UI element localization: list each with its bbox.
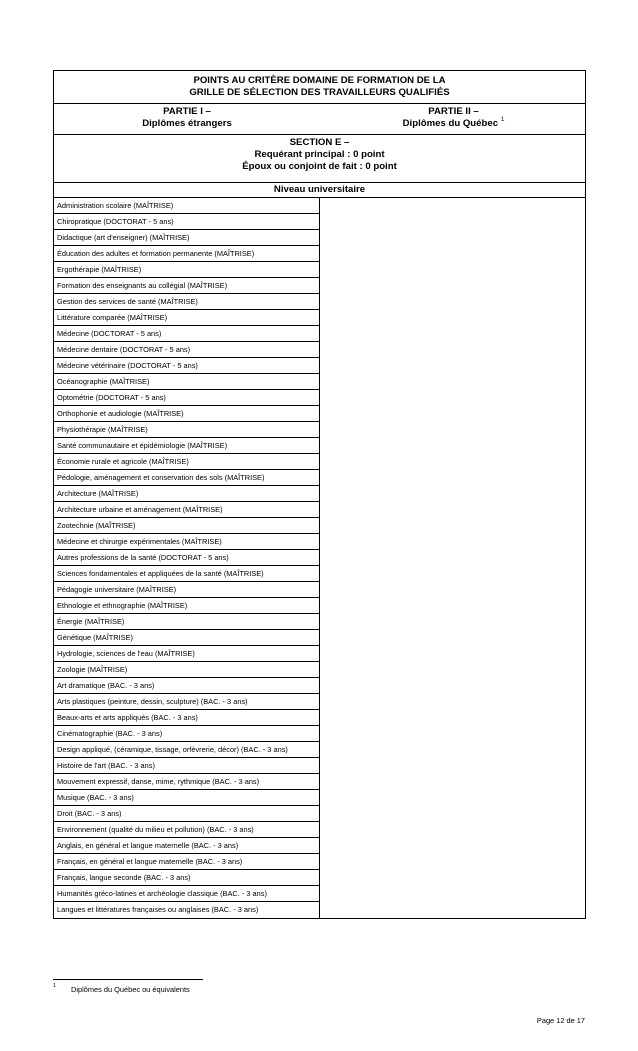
criteria-table [53, 70, 586, 919]
diploma-item: Sciences fondamentales et appliquées de la santé (MAÎTRISE) [54, 566, 319, 582]
diploma-item: Droit (BAC. - 3 ans) [54, 806, 319, 822]
diploma-item: Littérature comparée (MAÎTRISE) [54, 310, 319, 326]
diploma-item: Art dramatique (BAC. - 3 ans) [54, 678, 319, 694]
diploma-item: Médecine (DOCTORAT - 5 ans) [54, 326, 319, 342]
footnote-divider [53, 979, 203, 980]
diploma-item: Chiropratique (DOCTORAT - 5 ans) [54, 214, 319, 230]
level-label: Niveau universitaire [273, 184, 366, 195]
diploma-item: Santé communautaire et épidémiologie (MAÎTRISE) [54, 438, 319, 454]
section-header [54, 135, 586, 183]
foreign-diplomas-column [54, 198, 320, 919]
diploma-item: Éducation des adultes et formation permanente (MAÎTRISE) [54, 246, 319, 262]
partie-2-label: PARTIE II – [428, 106, 479, 117]
section-title: SECTION E – [289, 137, 350, 148]
diploma-item: Histoire de l'art (BAC. - 3 ans) [54, 758, 319, 774]
partie-2 [320, 106, 587, 131]
diploma-item: Médecine dentaire (DOCTORAT - 5 ans) [54, 342, 319, 358]
diploma-item: Hydrologie, sciences de l'eau (MAÎTRISE) [54, 646, 319, 662]
diploma-item: Environnement (qualité du milieu et pollution) (BAC. - 3 ans) [54, 822, 319, 838]
page-number: Page 12 de 17 [536, 1016, 585, 1025]
diploma-item: Architecture urbaine et aménagement (MAÎTRISE) [54, 502, 319, 518]
diploma-item: Français, en général et langue maternelle (BAC. - 3 ans) [54, 854, 319, 870]
diploma-item: Pédagogie universitaire (MAÎTRISE) [54, 582, 319, 598]
diploma-item: Beaux-arts et arts appliqués (BAC. - 3 ans) [54, 710, 319, 726]
diploma-item: Économie rurale et agricole (MAÎTRISE) [54, 454, 319, 470]
footnote-mark: 1 [53, 983, 57, 989]
footnote-reference: 1 [501, 117, 505, 123]
diploma-item: Humanités gréco-latines et archéologie classique (BAC. - 3 ans) [54, 886, 319, 902]
partie-1-subtitle: Diplômes étrangers [142, 118, 232, 129]
diploma-item: Optométrie (DOCTORAT - 5 ans) [54, 390, 319, 406]
partie-header [54, 104, 586, 135]
diploma-item: Physiothérapie (MAÎTRISE) [54, 422, 319, 438]
diploma-item: Formation des enseignants au collégial (MAÎTRISE) [54, 278, 319, 294]
partie-1-label: PARTIE I – [163, 106, 211, 117]
partie-1 [54, 106, 320, 130]
title-line-1: POINTS AU CRITÈRE DOMAINE DE FORMATION DE LA [193, 75, 446, 86]
diploma-item: Administration scolaire (MAÎTRISE) [54, 198, 319, 214]
diploma-item: Mouvement expressif, danse, mime, rythmique (BAC. - 3 ans) [54, 774, 319, 790]
diploma-item: Didactique (art d'enseigner) (MAÎTRISE) [54, 230, 319, 246]
diploma-item: Océanographie (MAÎTRISE) [54, 374, 319, 390]
diploma-item: Anglais, en général et langue maternelle (BAC. - 3 ans) [54, 838, 319, 854]
diploma-item: Zootechnie (MAÎTRISE) [54, 518, 319, 534]
diploma-item: Design appliqué, (céramique, tissage, orfèvrerie, décor) (BAC. - 3 ans) [54, 742, 319, 758]
diploma-item: Médecine et chirurgie expérimentales (MAÎTRISE) [54, 534, 319, 550]
table-title [54, 71, 586, 104]
diploma-item: Zoologie (MAÎTRISE) [54, 662, 319, 678]
diploma-item: Cinématographie (BAC. - 3 ans) [54, 726, 319, 742]
title-line-2: GRILLE DE SÉLECTION DES TRAVAILLEURS QUALIFIÉS [189, 87, 450, 98]
diploma-item: Langues et littératures françaises ou anglaises (BAC. - 3 ans) [57, 905, 259, 914]
diploma-item: Ethnologie et ethnographie (MAÎTRISE) [54, 598, 319, 614]
diploma-item: Pédologie, aménagement et conservation des sols (MAÎTRISE) [54, 470, 319, 486]
diploma-item: Autres professions de la santé (DOCTORAT - 5 ans) [54, 550, 319, 566]
diploma-item: Musique (BAC. - 3 ans) [54, 790, 319, 806]
diploma-item: Orthophonie et audiologie (MAÎTRISE) [54, 406, 319, 422]
diploma-item: Génétique (MAÎTRISE) [54, 630, 319, 646]
section-points-principal: Requérant principal : 0 point [254, 149, 385, 160]
diploma-item: Médecine vétérinaire (DOCTORAT - 5 ans) [54, 358, 319, 374]
diploma-item: Ergothérapie (MAÎTRISE) [54, 262, 319, 278]
diploma-item: Français, langue seconde (BAC. - 3 ans) [54, 870, 319, 886]
level-header [54, 183, 586, 198]
diploma-item: Gestion des services de santé (MAÎTRISE) [54, 294, 319, 310]
diploma-item: Énergie (MAÎTRISE) [54, 614, 319, 630]
diploma-list [54, 198, 319, 918]
footnote-text: Diplômes du Québec ou équivalents [71, 985, 190, 994]
diploma-item: Architecture (MAÎTRISE) [54, 486, 319, 502]
partie-2-subtitle: Diplômes du Québec [402, 118, 499, 129]
section-points-spouse: Époux ou conjoint de fait : 0 point [242, 161, 397, 172]
diploma-item: Arts plastiques (peinture, dessin, sculpture) (BAC. - 3 ans) [54, 694, 319, 710]
quebec-diplomas-column [320, 198, 586, 919]
